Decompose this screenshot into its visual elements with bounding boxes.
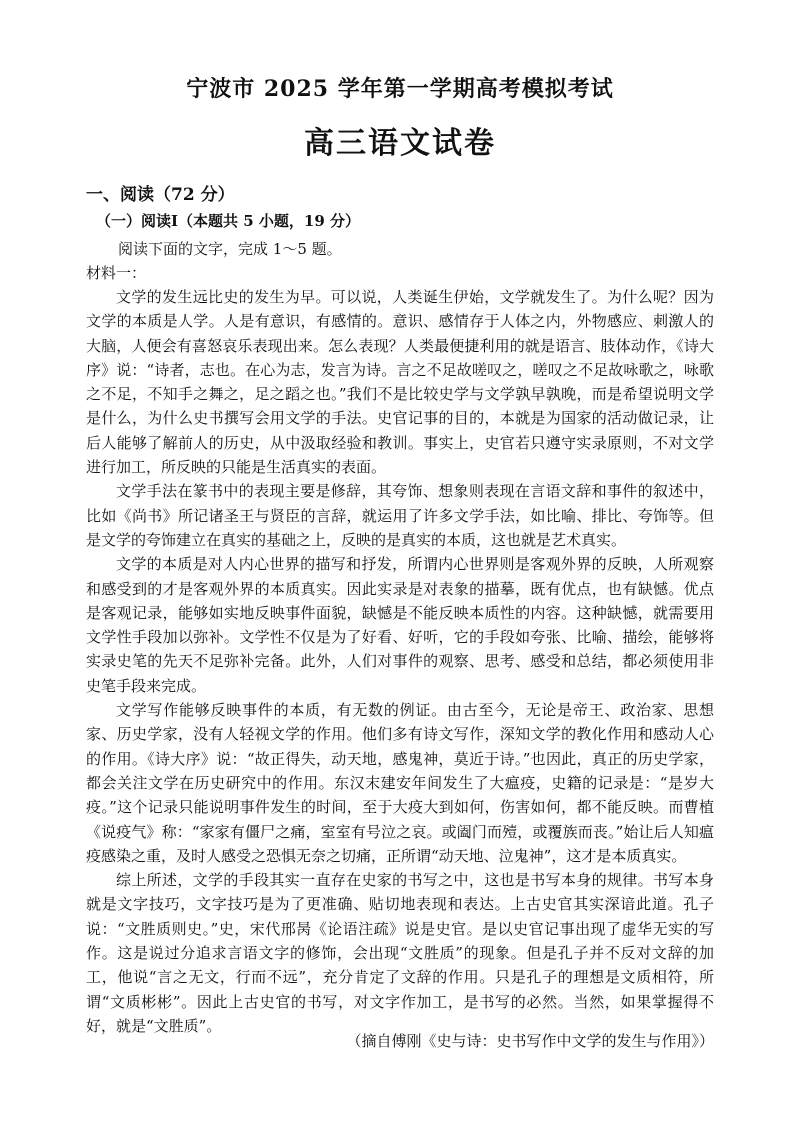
paragraph: 文学手法在篆书中的表现主要是修辞，其夸饰、想象则表现在言语文辞和事件的叙述中，比如《尚书》所记诸圣王与贤臣的言辞，就运用了许多文学手法，如比喻、排比、夸饰等。但是文学的夸饰建立在真实的基础之上，反映的是真实的本质，这也就是艺术真实。: [86, 482, 714, 549]
paragraph: 文学写作能够反映事件的本质，有无数的例证。由古至今，无论是帝王、政治家、思想家、历史学家，没有人轻视文学的作用。他们多有诗文写作，深知文学的教化作用和感动人心的作用。《诗大序》说：“故正得失，动天地，感鬼神，莫近于诗。”也因此，真正的历史学家，都会关注文学在历史研究中的作用。东汉末建安年间发生了大瘟疫，史籍的记录是：“是岁大疫。”这个记录只能说明事件发生的时间，至于大疫大到如何，伤害如何，都不能反映。而曹植《说疫气》称：“家家有僵尸之痛，室室有号泣之哀。或阖门而殪，或覆族而丧。”始让后人知瘟疫感染之重，及时人感受之恐惧无奈之切痛，正所谓“动天地、泣鬼神”，这才是本质真实。: [86, 701, 714, 865]
section-heading: 一、阅读（72 分）: [86, 185, 235, 205]
reading-instruction: 阅读下面的文字，完成 1～5 题。: [118, 240, 342, 258]
material-label: 材料一：: [86, 264, 147, 282]
material-text: [86, 285, 714, 1038]
paper-title: 高三语文试卷: [304, 126, 496, 161]
paragraph: 综上所述，文学的手段其实一直存在史家的书写之中，这也是书写本身的规律。书写本身就是文字技巧，文字技巧是为了更准确、贴切地表现和表达。上古史官其实深谙此道。孔子说：“文胜质则史。”史，宋代邢昺《论语注疏》说是史官。是以史官记事出现了虚华无实的写作。这是说过分追求言语文字的修饰，会出现“文胜质”的现象。但是孔子并不反对文辞的加工，他说“言之无文，行而不远”，充分肯定了文辞的作用。只是孔子的理想是文质相符，所谓“文质彬彬”。因此上古史官的书写，对文字作加工，是书写的必然。当然，如果掌握得不好，就是“文胜质”。: [86, 871, 714, 1035]
source-citation: （摘自傅刚《史与诗：史书写作中文学的发生与作用》）: [346, 1032, 714, 1050]
subsection-heading: （一）阅读Ⅰ（本题共 5 小题，19 分）: [96, 212, 360, 230]
exam-title: 宁波市 2025 学年第一学期高考模拟考试: [186, 76, 614, 102]
paragraph: 文学的本质是对人内心世界的描写和抒发，所谓内心世界则是客观外界的反映，人所观察和感受到的才是客观外界的本质真实。因此实录是对表象的描摹，既有优点，也有缺憾。优点是客观记录，能够如实地反映事件面貌，缺憾是不能反映本质性的内容。这种缺憾，就需要用文学性手段加以弥补。文学性不仅是为了好看、好听，它的手段如夸张、比喻、描绘，能够将实录史笔的先天不足弥补完备。此外，人们对事件的观察、思考、感受和总结，都必须使用非史笔手段来完成。: [86, 555, 714, 695]
paragraph: 文学的发生远比史的发生为早。可以说，人类诞生伊始，文学就发生了。为什么呢？因为文学的本质是人学。人是有意识，有感情的。意识、感情存于人体之内，外物感应、刺激人的大脑，人便会有喜怒哀乐表现出来。怎么表现？人类最便捷利用的就是语言、肢体动作，《诗大序》说：“诗者，志也。在心为志，发言为诗。言之不足故嗟叹之，嗟叹之不足故咏歌之，咏歌之不足，不知手之舞之，足之蹈之也。”我们不是比较史学与文学孰早孰晚，而是希望说明文学是什么，为什么史书撰写会用文学的手法。史官记事的目的，本就是为国家的活动做记录，让后人能够了解前人的历史，从中汲取经验和教训。事实上，史官若只遵守实录原则，不对文学进行加工，所反映的只能是生活真实的表面。: [86, 288, 714, 477]
